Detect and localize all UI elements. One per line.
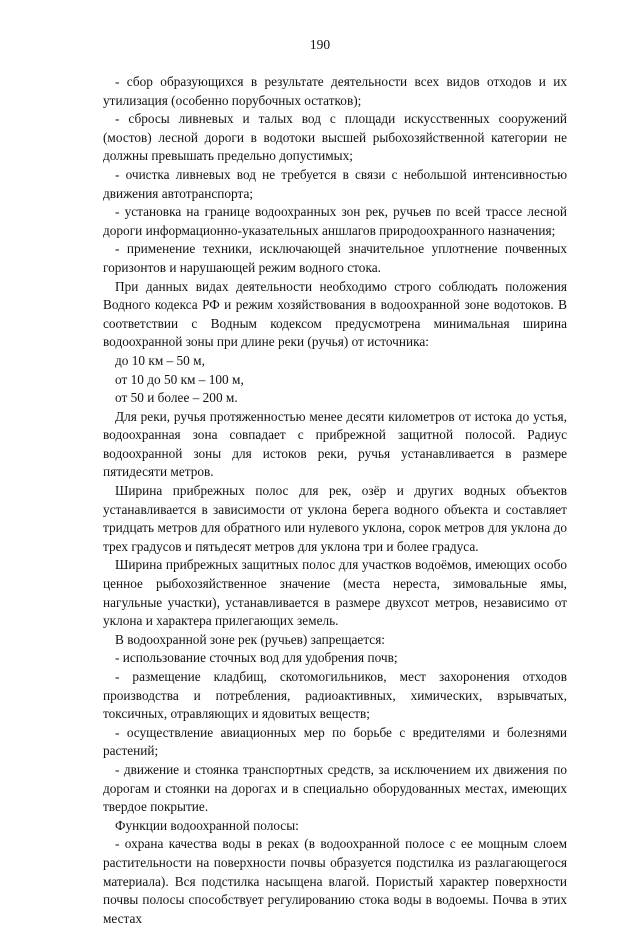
zone-width-item-2: от 10 до 50 км – 100 м, — [115, 371, 244, 387]
paragraph-signage: - установка на границе водоохранных зон рек, ручьев по всей трассе лесной дороги информационно-указательных аншлагов природоохранного назначения; — [103, 204, 567, 238]
paragraph-shore-strip-width: Ширина прибрежных полос для рек, озёр и других водных объектов устанавливается в зависимости от уклона берега водного объекта и составляет тридцать метров для обратного или нулевого уклона, сорок метров для уклона до трех градусов и пятьдесят метров для уклона три и более градуса. — [103, 483, 567, 554]
paragraph-stormwater-discharge: - сбросы ливневых и талых вод с площади искусственных сооружений (мостов) лесной дороги в водотоки высшей рыбохозяйственной категории не должны превышать предельно допустимых; — [103, 111, 567, 164]
prohibited-item-vehicles: - движение и стоянка транспортных средств, за исключением их движения по дорогам и стоянки на дорогах и в специально оборудованных местах, имеющих твердое покрытие. — [103, 761, 567, 815]
paragraph-machinery: - применение техники, исключающей значительное уплотнение почвенных горизонтов и нарушающей режим водного стока. — [103, 241, 567, 275]
paragraph-prohibited-heading: В водоохранной зоне рек (ручьев) запрещается: — [115, 631, 386, 647]
prohibited-item-aviation: - осуществление авиационных мер по борьбе с вредителями и болезнями растений; — [103, 724, 567, 759]
paragraph-short-rivers: Для реки, ручья протяженностью менее десяти километров от истока до устья, водоохранная зона совпадает с прибрежной защитной полосой. Радиус водоохранной зоны для истоков реки, ручья устанавливается в размере пятидесяти метров. — [103, 408, 567, 480]
zone-width-item-3: от 50 и более – 200 м. — [115, 390, 238, 406]
zone-width-item-1: до 10 км – 50 м, — [115, 352, 205, 368]
paragraph-stormwater-treatment: - очистка ливневых вод не требуется в связи с небольшой интенсивностью движения автотранспорта; — [103, 166, 567, 201]
prohibited-item-wastewater: - использование сточных вод для удобрения почв; — [115, 650, 398, 666]
paragraph-water-code: При данных видах деятельности необходимо строго соблюдать положения Водного кодекса РФ и режим хозяйствования в водоохранной зоне водотоков. В соответствии с Водным кодексом предусмотрена минимальная ширина водоохранной зоны при длине реки (ручья) от источника: — [103, 278, 567, 350]
paragraph-functions-heading: Функции водоохранной полосы: — [115, 817, 299, 833]
body-text — [103, 73, 567, 928]
paragraph-fishery-strip: Ширина прибрежных защитных полос для участков водоёмов, имеющих особо ценное рыбохозяйственное значение (места нереста, зимовальные ямы, нагульные участки), устанавливается в размере двухсот метров, независимо от уклона и характера прилегающих земель. — [103, 557, 567, 629]
prohibited-item-burial: - размещение кладбищ, скотомогильников, мест захоронения отходов производства и потребления, радиоактивных, химических, взрывчатых, токсичных, отравляющих и ядовитых веществ; — [103, 669, 567, 722]
paragraph-waste-collection: - сбор образующихся в результате деятельности всех видов отходов и их утилизация (особенно порубочных остатков); — [103, 74, 567, 108]
function-item-water-quality: - охрана качества воды в реках (в водоохранной полосе с ее мощным слоем растительности на поверхности почвы образуется подстилка из разлагающегося материала). Вся подстилка насыщена влагой. Пористый характер поверхности почвы полосы способствует регулированию стока воды в водоемы. Почва в этих местах — [103, 836, 567, 926]
page-number: 190 — [309, 37, 331, 52]
